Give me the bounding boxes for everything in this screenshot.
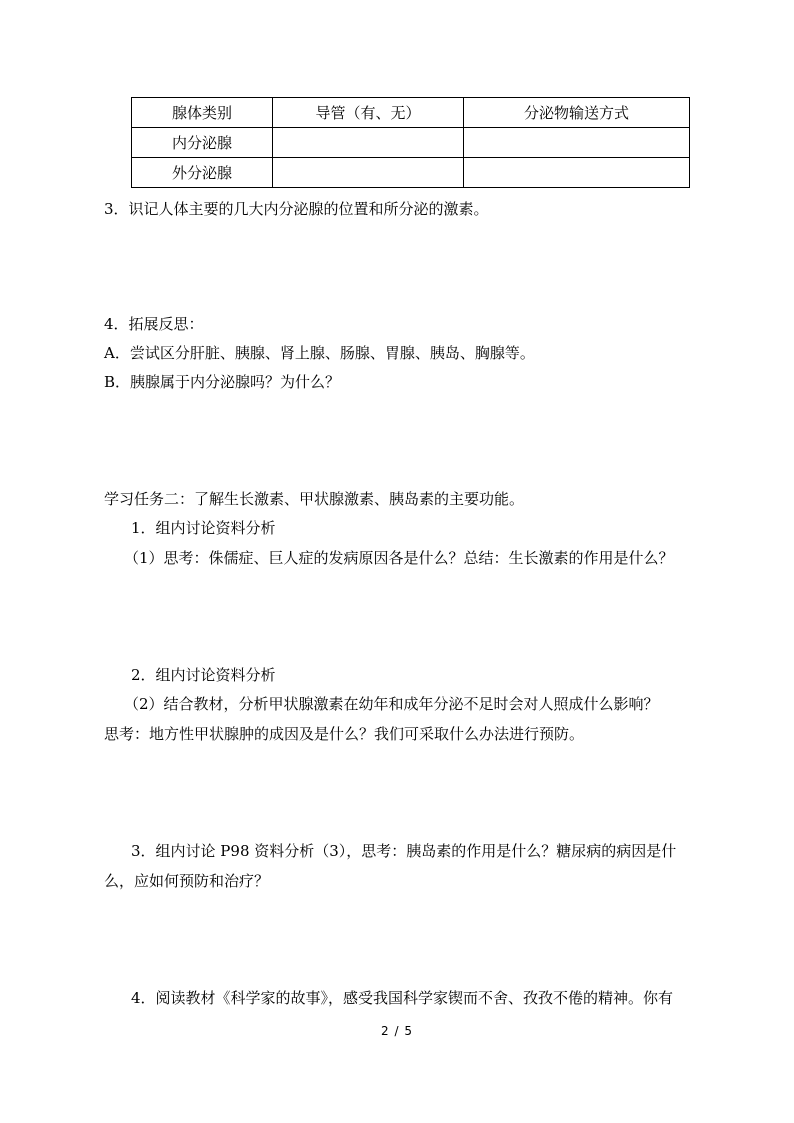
task-2-item-2-think: 思考：地方性甲状腺肿的成因及是什么？我们可采取什么办法进行预防。: [104, 725, 585, 743]
table-row: [132, 128, 690, 158]
table-cell: [273, 158, 464, 188]
task-2-item-3-line-2: 么，应如何预防和治疗？: [104, 872, 270, 890]
table-cell: [464, 158, 690, 188]
table-header-row: [132, 98, 690, 128]
table-cell: [273, 128, 464, 158]
task-2-item-1: 1．组内讨论资料分析: [131, 519, 276, 537]
table-cell: [464, 128, 690, 158]
task-2-item-2: 2．组内讨论资料分析: [131, 666, 276, 684]
table-row: [132, 158, 690, 188]
table-cell: 内分泌腺: [132, 128, 273, 158]
table-cell: 外分泌腺: [132, 158, 273, 188]
item-4-title: 4．拓展反思：: [104, 315, 204, 333]
table-header-cell: 分泌物输送方式: [464, 98, 690, 128]
item-4-a: A．尝试区分肝脏、胰腺、肾上腺、肠腺、胃腺、胰岛、胸腺等。: [104, 344, 535, 362]
task-2-heading: 学习任务二：了解生长激素、甲状腺激素、胰岛素的主要功能。: [104, 490, 525, 508]
task-2-item-1-question: （1）思考：侏儒症、巨人症的发病原因各是什么？总结：生长激素的作用是什么？: [124, 549, 674, 567]
task-2-item-4: 4．阅读教材《科学家的故事》，感受我国科学家锲而不舍、孜孜不倦的精神。你有: [131, 989, 674, 1007]
table-header-cell: 腺体类别: [132, 98, 273, 128]
task-2-item-3-line-1: 3．组内讨论 P98 资料分析（3），思考：胰岛素的作用是什么？糖尿病的病因是什: [131, 842, 677, 860]
table-header-cell: 导管（有、无）: [273, 98, 464, 128]
task-2-item-2-question: （2）结合教材，分析甲状腺激素在幼年和成年分泌不足时会对人照成什么影响？: [124, 695, 659, 713]
item-3-text: 3．识记人体主要的几大内分泌腺的位置和所分泌的激素。: [104, 200, 489, 218]
page-number: 2 / 5: [381, 1024, 413, 1038]
item-4-b: B．胰腺属于内分泌腺吗？为什么？: [104, 373, 341, 391]
gland-comparison-table: [131, 97, 690, 188]
